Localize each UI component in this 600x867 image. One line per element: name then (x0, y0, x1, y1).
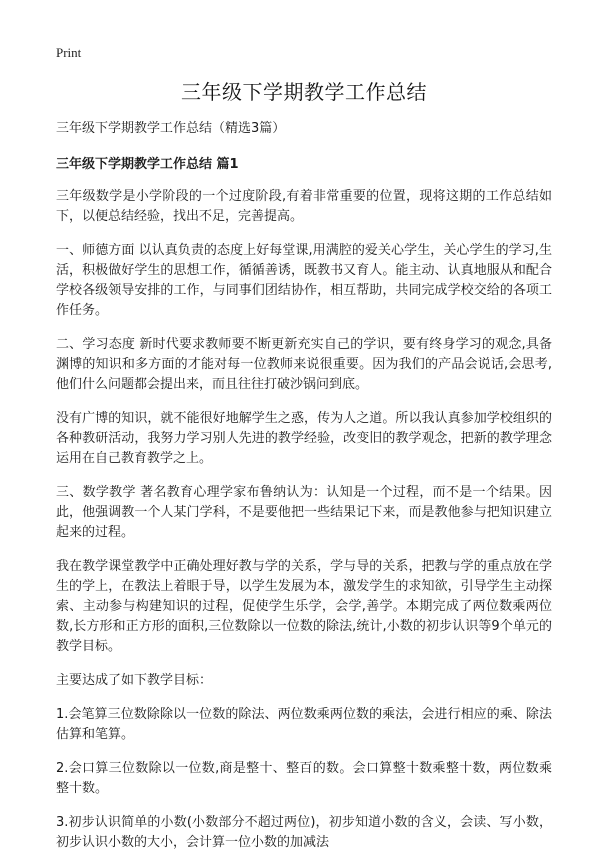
paragraph-goal-1: 1.会笔算三位数除除以一位数的除法、两位数乘两位数的乘法，会进行相应的乘、除法估算和笔算。 (56, 707, 552, 742)
section-heading: 三年级下学期教学工作总结 篇1 (56, 157, 239, 172)
print-link[interactable]: Print (56, 45, 82, 60)
paragraph-goal-3: 3.初步认识简单的小数(小数部分不超过两位)，初步知道小数的含义，会读、写小数，初步认识小数的大小，会计算一位小数的加减法 (56, 815, 552, 850)
paragraph-knowledge: 没有广博的知识，就不能很好地解学生之惑，传为人之道。所以我认真参加学校组织的各种教研活动，我努力学习别人先进的教学经验，改变旧的教学观念，把新的教学理念运用在自己教育教学之上。 (56, 411, 552, 466)
paragraph-ethics: 一、师德方面 以认真负责的态度上好每堂课,用满腔的爱关心学生，关心学生的学习,生活，积极做好学生的思想工作，循循善诱，既教书又育人。能主动、认真地服从和配合学校各级领导安排的工作，与同事们团结协作，相互帮助，共同完成学校交给的各项工作任务。 (56, 243, 552, 318)
paragraph-intro: 三年级数学是小学阶段的一个过度阶段,有着非常重要的位置，现将这期的工作总结如下，以便总结经验，找出不足，完善提高。 (56, 189, 552, 224)
paragraph-classroom: 我在教学课堂教学中正确处理好教与学的关系，学与导的关系，把教与学的重点放在学生的学上，在教法上着眼于导，以学生发展为本，激发学生的求知欲，引导学生主动探索、主动参与构建知识的过程，促使学生乐学，会学,善学。本期完成了两位数乘两位数,长方形和正方形的面积,三位数除以一位数的除法,统计,小数的初步认识等9个单元的教学目标。 (56, 559, 552, 654)
paragraph-goal-2: 2.会口算三位数除以一位数,商是整十、整百的数。会口算整十数乘整十数，两位数乘整十数。 (56, 761, 552, 796)
paragraph-math-teaching: 三、数学教学 著名教育心理学家布鲁纳认为：认知是一个过程，而不是一个结果。因此，他强调教一个人某门学科，不是要他把一些结果记下来，而是教他参与把知识建立起来的过程。 (56, 485, 552, 540)
page-title: 三年级下学期教学工作总结 (181, 80, 427, 104)
paragraph-goals-heading: 主要达成了如下教学目标： (56, 673, 213, 688)
paragraph-learning-attitude: 二、学习态度 新时代要求教师要不断更新充实自己的学识，要有终身学习的观念,具备渊博的知识和多方面的才能对每一位教师来说很重要。因为我们的产品会说话,会思考,他们什么问题都会提出来，而且往往打破沙锅问到底。 (56, 337, 552, 392)
document-subtitle: 三年级下学期教学工作总结（精选3篇） (56, 121, 286, 136)
document-page (56, 76, 552, 867)
